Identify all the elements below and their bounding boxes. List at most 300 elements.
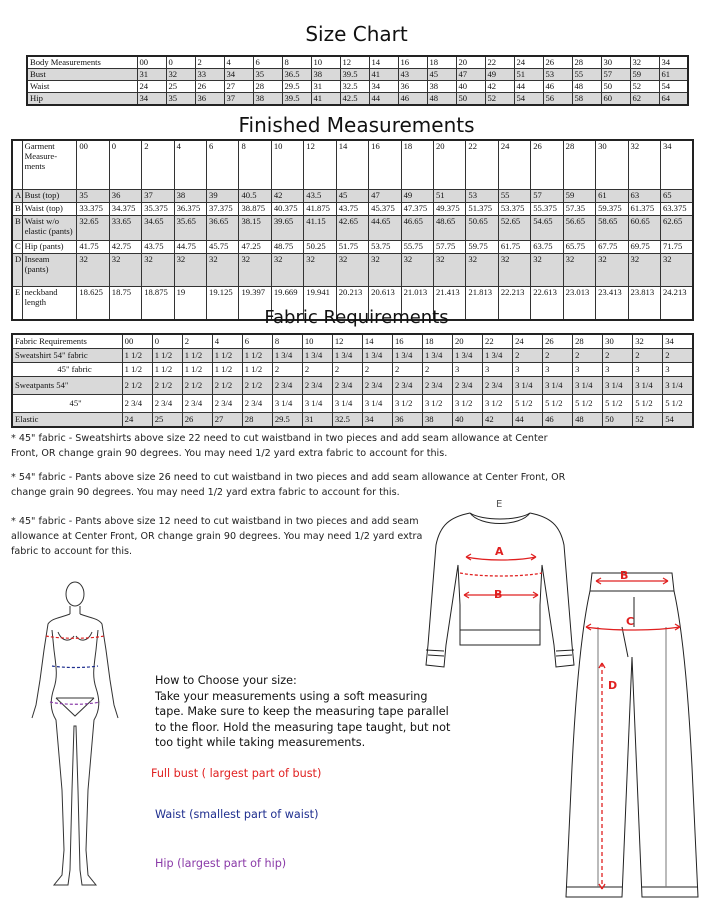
header-cell: 00 (137, 56, 166, 69)
table-cell: 51 (514, 69, 543, 81)
table-cell: 36.65 (207, 216, 239, 241)
table-cell: 3 1/4 (272, 395, 302, 413)
table-cell: 18.75 (109, 287, 141, 321)
table-cell: 2 3/4 (453, 377, 483, 395)
table-row (12, 377, 693, 395)
table-cell: 36 (392, 413, 422, 428)
table-cell: 21.813 (466, 287, 498, 321)
header-cell: Body Measurements (27, 56, 137, 69)
header-cell: 4 (212, 334, 242, 349)
table-cell: 41.875 (304, 203, 336, 216)
header-cell: 12 (340, 56, 369, 69)
table-cell: 37 (142, 190, 174, 203)
table-cell: 32 (401, 254, 433, 287)
table-cell: 2 (633, 349, 663, 363)
table-cell: 19.941 (304, 287, 336, 321)
header-cell: 18 (422, 334, 452, 349)
label-c: C (626, 615, 635, 628)
table-cell: 23.413 (596, 287, 628, 321)
header-cell: 0 (152, 334, 182, 349)
table-cell: 3 1/4 (543, 377, 573, 395)
size-chart-table (26, 55, 689, 106)
table-cell: 2 3/4 (302, 377, 332, 395)
table-cell: 51 (433, 190, 465, 203)
table-cell: 35.375 (142, 203, 174, 216)
table-row (12, 349, 693, 363)
table-cell: neckband length (22, 287, 77, 321)
table-cell: 42.65 (336, 216, 368, 241)
table-cell: 19 (174, 287, 206, 321)
table-cell: 34 (137, 93, 166, 106)
table-cell: A (12, 190, 22, 203)
table-cell: 3 (573, 363, 603, 377)
table-cell: 19.125 (207, 287, 239, 321)
table-cell: Sweatshirt 54" fabric (12, 349, 122, 363)
header-cell: 34 (660, 140, 693, 190)
how-to-section (155, 673, 455, 751)
table-cell: 1 1/2 (152, 349, 182, 363)
header-cell: 10 (311, 56, 340, 69)
table-cell: Bust (27, 69, 137, 81)
table-cell: 45.375 (369, 203, 401, 216)
table-row (27, 81, 688, 93)
table-cell: 32 (304, 254, 336, 287)
header-cell (12, 140, 22, 190)
table-cell: 48 (573, 413, 603, 428)
table-cell: 3 1/4 (302, 395, 332, 413)
table-cell: 27 (224, 81, 253, 93)
legend-hip: Hip (largest part of hip) (155, 857, 287, 870)
body-figure-illustration (10, 580, 140, 900)
table-cell: 1 3/4 (483, 349, 513, 363)
table-cell: 48.65 (433, 216, 465, 241)
table-cell: 50 (601, 81, 630, 93)
table-cell: 1 1/2 (242, 349, 272, 363)
table-cell: 41.75 (77, 241, 109, 254)
table-cell: 67.75 (596, 241, 628, 254)
table-cell: 3 1/2 (483, 395, 513, 413)
label-e: E (496, 499, 503, 510)
legend-waist: Waist (smallest part of waist) (155, 808, 319, 821)
table-cell: 36 (195, 93, 224, 106)
table-cell: 2 (332, 363, 362, 377)
table-cell: 2 3/4 (122, 395, 152, 413)
table-cell: 38 (427, 81, 456, 93)
table-cell: 22.613 (531, 287, 563, 321)
header-cell: 6 (242, 334, 272, 349)
table-row (12, 241, 693, 254)
table-cell: 24.213 (660, 287, 693, 321)
table-cell: 34 (369, 81, 398, 93)
table-cell: 41.15 (304, 216, 336, 241)
table-cell: 32 (142, 254, 174, 287)
table-cell: 37.375 (207, 203, 239, 216)
how-to-body: Take your measurements using a soft measuring tape. Make sure to keep the measuring tape parallel to the floor. Hold the measuring tape taught, but not too tight while taking measurements. (155, 689, 451, 749)
table-cell: 54 (663, 413, 693, 428)
header-cell: 24 (498, 140, 530, 190)
table-cell: 62.65 (660, 216, 693, 241)
header-cell: 8 (272, 334, 302, 349)
note-pants-54: * 54" fabric - Pants above size 26 need to cut waistband in two pieces and add seam allowance at Center Front, OR change grain 90 degrees. You may need 1/2 yard extra fabric to account for this. (11, 472, 566, 498)
header-cell: 12 (304, 140, 336, 190)
table-cell: 5 1/2 (573, 395, 603, 413)
table-cell: 61.375 (628, 203, 660, 216)
table-cell: 39.5 (340, 69, 369, 81)
header-cell: 28 (563, 140, 595, 190)
table-cell: 61.75 (498, 241, 530, 254)
table-cell: 1 1/2 (212, 349, 242, 363)
table-cell: 41 (369, 69, 398, 81)
label-b-pants: B (620, 569, 629, 582)
table-cell: 43.75 (336, 203, 368, 216)
table-cell: 3 (453, 363, 483, 377)
table-cell: 43.75 (142, 241, 174, 254)
table-cell: 45.75 (207, 241, 239, 254)
table-cell: 1 3/4 (453, 349, 483, 363)
table-cell: Inseam (pants) (22, 254, 77, 287)
table-cell: 60 (601, 93, 630, 106)
table-cell: Hip (pants) (22, 241, 77, 254)
table-cell: 2 (513, 349, 543, 363)
table-cell: 29.5 (282, 81, 311, 93)
table-cell: 33.375 (77, 203, 109, 216)
table-cell: 44 (513, 413, 543, 428)
table-cell: 38 (253, 93, 282, 106)
table-cell: 2 3/4 (242, 395, 272, 413)
table-cell: 49 (485, 69, 514, 81)
table-cell: 47.375 (401, 203, 433, 216)
table-cell: 52 (633, 413, 663, 428)
header-cell: 14 (362, 334, 392, 349)
header-cell: 26 (543, 56, 572, 69)
table-cell: 1 1/2 (212, 363, 242, 377)
pants-illustration (562, 567, 712, 912)
table-cell: 57.75 (433, 241, 465, 254)
table-cell: 31 (311, 81, 340, 93)
table-cell: 32 (466, 254, 498, 287)
table-cell: 27 (212, 413, 242, 428)
table-cell: 32 (271, 254, 303, 287)
table-cell: C (12, 241, 22, 254)
table-cell: 43 (398, 69, 427, 81)
table-cell: 23.013 (563, 287, 595, 321)
table-cell: 1 3/4 (422, 349, 452, 363)
header-cell: 16 (398, 56, 427, 69)
table-cell: 3 1/2 (453, 395, 483, 413)
table-cell: 47 (456, 69, 485, 81)
header-cell: 34 (663, 334, 693, 349)
table-cell: 39.65 (271, 216, 303, 241)
table-cell: 28 (253, 81, 282, 93)
table-cell: 1 1/2 (122, 349, 152, 363)
table-header-row (12, 140, 693, 190)
table-cell: 32 (166, 69, 195, 81)
table-cell: 45" fabric (12, 363, 122, 377)
table-cell: 25 (152, 413, 182, 428)
table-cell: 34.375 (109, 203, 141, 216)
table-cell: 32 (531, 254, 563, 287)
table-cell: 2 1/2 (182, 377, 212, 395)
table-cell: 62 (630, 93, 659, 106)
table-cell: 1 3/4 (272, 349, 302, 363)
header-cell: 2 (142, 140, 174, 190)
table-cell: 51.375 (466, 203, 498, 216)
table-cell: 5 1/2 (543, 395, 573, 413)
header-cell: 30 (601, 56, 630, 69)
table-cell: 23.813 (628, 287, 660, 321)
table-cell: 59 (563, 190, 595, 203)
table-cell: 22.213 (498, 287, 530, 321)
header-cell: 20 (456, 56, 485, 69)
header-cell: 6 (253, 56, 282, 69)
table-cell: 32 (207, 254, 239, 287)
table-cell: 44.65 (369, 216, 401, 241)
table-cell: 39.5 (282, 93, 311, 106)
table-cell: 32 (174, 254, 206, 287)
header-cell: 00 (122, 334, 152, 349)
table-cell: 5 1/2 (603, 395, 633, 413)
table-cell: 40.375 (271, 203, 303, 216)
table-cell: 63 (628, 190, 660, 203)
header-cell: 0 (166, 56, 195, 69)
table-cell: B (12, 216, 22, 241)
legend-bust: Full bust ( largest part of bust) (151, 767, 322, 780)
table-cell: 32 (660, 254, 693, 287)
table-cell: 2 (603, 349, 633, 363)
table-cell: 44.75 (174, 241, 206, 254)
table-row (12, 413, 693, 428)
table-cell: 56 (543, 93, 572, 106)
table-cell: 39 (207, 190, 239, 203)
table-cell: 3 1/4 (573, 377, 603, 395)
table-cell: 35 (166, 93, 195, 106)
label-a: A (495, 545, 504, 558)
header-cell: 30 (596, 140, 628, 190)
table-cell: 42 (485, 81, 514, 93)
table-cell: 49.375 (433, 203, 465, 216)
header-cell: 14 (369, 56, 398, 69)
table-cell: 1 3/4 (392, 349, 422, 363)
table-cell: 42.5 (340, 93, 369, 106)
table-cell: 40 (453, 413, 483, 428)
header-cell: 34 (659, 56, 688, 69)
table-cell: 51.75 (336, 241, 368, 254)
table-cell: 48.75 (271, 241, 303, 254)
table-cell: 45 (427, 69, 456, 81)
table-cell: 3 1/2 (392, 395, 422, 413)
table-cell: 47.25 (239, 241, 271, 254)
header-cell: 16 (369, 140, 401, 190)
table-cell: 2 (272, 363, 302, 377)
label-d: D (608, 679, 618, 692)
table-cell: Bust (top) (22, 190, 77, 203)
header-cell: 32 (633, 334, 663, 349)
table-cell: 38 (174, 190, 206, 203)
table-cell: Elastic (12, 413, 122, 428)
table-cell: 2 (302, 363, 332, 377)
table-cell: 5 1/2 (633, 395, 663, 413)
table-header-row (27, 56, 688, 69)
table-cell: 42 (271, 190, 303, 203)
header-cell: 22 (466, 140, 498, 190)
table-cell: Waist (top) (22, 203, 77, 216)
header-cell: 16 (392, 334, 422, 349)
header-cell: 2 (182, 334, 212, 349)
table-cell: 32.5 (332, 413, 362, 428)
table-cell: 63.375 (660, 203, 693, 216)
header-cell: 22 (485, 56, 514, 69)
table-cell: 5 1/2 (663, 395, 693, 413)
table-cell: 34.65 (142, 216, 174, 241)
table-cell: 46 (543, 413, 573, 428)
table-cell: 1 1/2 (122, 363, 152, 377)
table-cell: 38.875 (239, 203, 271, 216)
table-cell: 35.65 (174, 216, 206, 241)
table-cell: 45" (12, 395, 122, 413)
table-cell: 54 (514, 93, 543, 106)
table-cell: 32 (369, 254, 401, 287)
header-cell: 8 (239, 140, 271, 190)
table-cell: 53.375 (498, 203, 530, 216)
table-cell: 3 (483, 363, 513, 377)
table-row (12, 395, 693, 413)
table-cell: 3 1/4 (332, 395, 362, 413)
fabric-requirements-title: Fabric Requirements (264, 307, 449, 328)
table-cell: 2 3/4 (422, 377, 452, 395)
header-cell: 8 (282, 56, 311, 69)
table-cell: 2 1/2 (122, 377, 152, 395)
table-cell: 55 (498, 190, 530, 203)
table-cell: 2 3/4 (182, 395, 212, 413)
table-cell: Sweatpants 54" (12, 377, 122, 395)
table-row (12, 216, 693, 241)
table-cell: 1 1/2 (242, 363, 272, 377)
table-cell: 60.65 (628, 216, 660, 241)
table-cell: D (12, 254, 22, 287)
table-cell: 2 (362, 363, 392, 377)
table-cell: 36 (398, 81, 427, 93)
table-cell: 1 1/2 (152, 363, 182, 377)
header-cell: 24 (513, 334, 543, 349)
table-cell: 55.75 (401, 241, 433, 254)
table-cell: 3 1/4 (633, 377, 663, 395)
table-cell: 43.5 (304, 190, 336, 203)
table-cell: 49 (401, 190, 433, 203)
table-cell: 56.65 (563, 216, 595, 241)
header-cell: 24 (514, 56, 543, 69)
header-cell: 0 (109, 140, 141, 190)
table-cell: Waist (27, 81, 137, 93)
table-cell: 58.65 (596, 216, 628, 241)
table-cell: 2 3/4 (152, 395, 182, 413)
header-cell: 32 (628, 140, 660, 190)
table-cell: 32 (109, 254, 141, 287)
header-cell: 10 (271, 140, 303, 190)
table-cell: 59.375 (596, 203, 628, 216)
table-cell: B (12, 203, 22, 216)
table-cell: 65.75 (563, 241, 595, 254)
table-row (12, 190, 693, 203)
table-cell: 3 (633, 363, 663, 377)
table-cell: 32 (563, 254, 595, 287)
header-cell: 18 (427, 56, 456, 69)
table-cell: 3 1/2 (422, 395, 452, 413)
table-cell: 42.75 (109, 241, 141, 254)
table-cell: 57.35 (563, 203, 595, 216)
table-cell: 34 (224, 69, 253, 81)
table-cell: 26 (182, 413, 212, 428)
table-cell: 38 (311, 69, 340, 81)
table-row (12, 254, 693, 287)
table-cell: E (12, 287, 22, 321)
size-chart-title: Size Chart (305, 22, 408, 46)
how-to-title: How to Choose your size: (155, 674, 297, 687)
table-cell: 3 (513, 363, 543, 377)
header-cell: 30 (603, 334, 633, 349)
table-cell: 19.397 (239, 287, 271, 321)
table-row (12, 203, 693, 216)
table-cell: 52 (630, 81, 659, 93)
table-cell: 32 (239, 254, 271, 287)
table-cell: 36.5 (282, 69, 311, 81)
table-cell: 2 3/4 (392, 377, 422, 395)
table-cell: 28 (242, 413, 272, 428)
table-cell: 3 1/4 (362, 395, 392, 413)
table-cell: 44 (514, 81, 543, 93)
header-cell: 18 (401, 140, 433, 190)
table-cell: 21.413 (433, 287, 465, 321)
table-cell: 69.75 (628, 241, 660, 254)
header-cell: 00 (77, 140, 109, 190)
table-cell: 46 (543, 81, 572, 93)
table-cell: 2 (392, 363, 422, 377)
table-cell: 31 (302, 413, 332, 428)
table-cell: 36.375 (174, 203, 206, 216)
header-cell: 26 (543, 334, 573, 349)
table-cell: 1 3/4 (302, 349, 332, 363)
table-cell: 3 (603, 363, 633, 377)
table-cell: 32 (433, 254, 465, 287)
table-cell: 40 (456, 81, 485, 93)
table-cell: 40.5 (239, 190, 271, 203)
table-cell: 71.75 (660, 241, 693, 254)
table-cell: 32 (596, 254, 628, 287)
table-cell: 1 3/4 (332, 349, 362, 363)
header-cell: 26 (531, 140, 563, 190)
table-cell: 41 (311, 93, 340, 106)
header-cell: 2 (195, 56, 224, 69)
table-cell: 37 (224, 93, 253, 106)
table-row (27, 93, 688, 106)
header-cell: Garment Measure- ments (22, 140, 77, 190)
table-cell: 50.65 (466, 216, 498, 241)
table-cell: 3 1/4 (603, 377, 633, 395)
note-pants-45: * 45" fabric - Pants above size 12 need to cut waistband in two pieces and add seam allowance at Center Front, OR change grain 90 degrees. You may need 1/2 yard extra fabric to account for this. (11, 516, 423, 557)
table-cell: 18.875 (142, 287, 174, 321)
fabric-requirements-table (11, 333, 694, 428)
header-cell: 28 (572, 56, 601, 69)
table-cell: 2 (573, 349, 603, 363)
table-cell: 1 3/4 (362, 349, 392, 363)
finished-measurements-title: Finished Measurements (238, 113, 475, 137)
table-cell: 32.5 (340, 81, 369, 93)
table-cell: 35 (253, 69, 282, 81)
table-cell: 20.613 (369, 287, 401, 321)
header-cell: 14 (336, 140, 368, 190)
header-cell: 12 (332, 334, 362, 349)
table-cell: 61 (596, 190, 628, 203)
table-cell: 2 3/4 (212, 395, 242, 413)
